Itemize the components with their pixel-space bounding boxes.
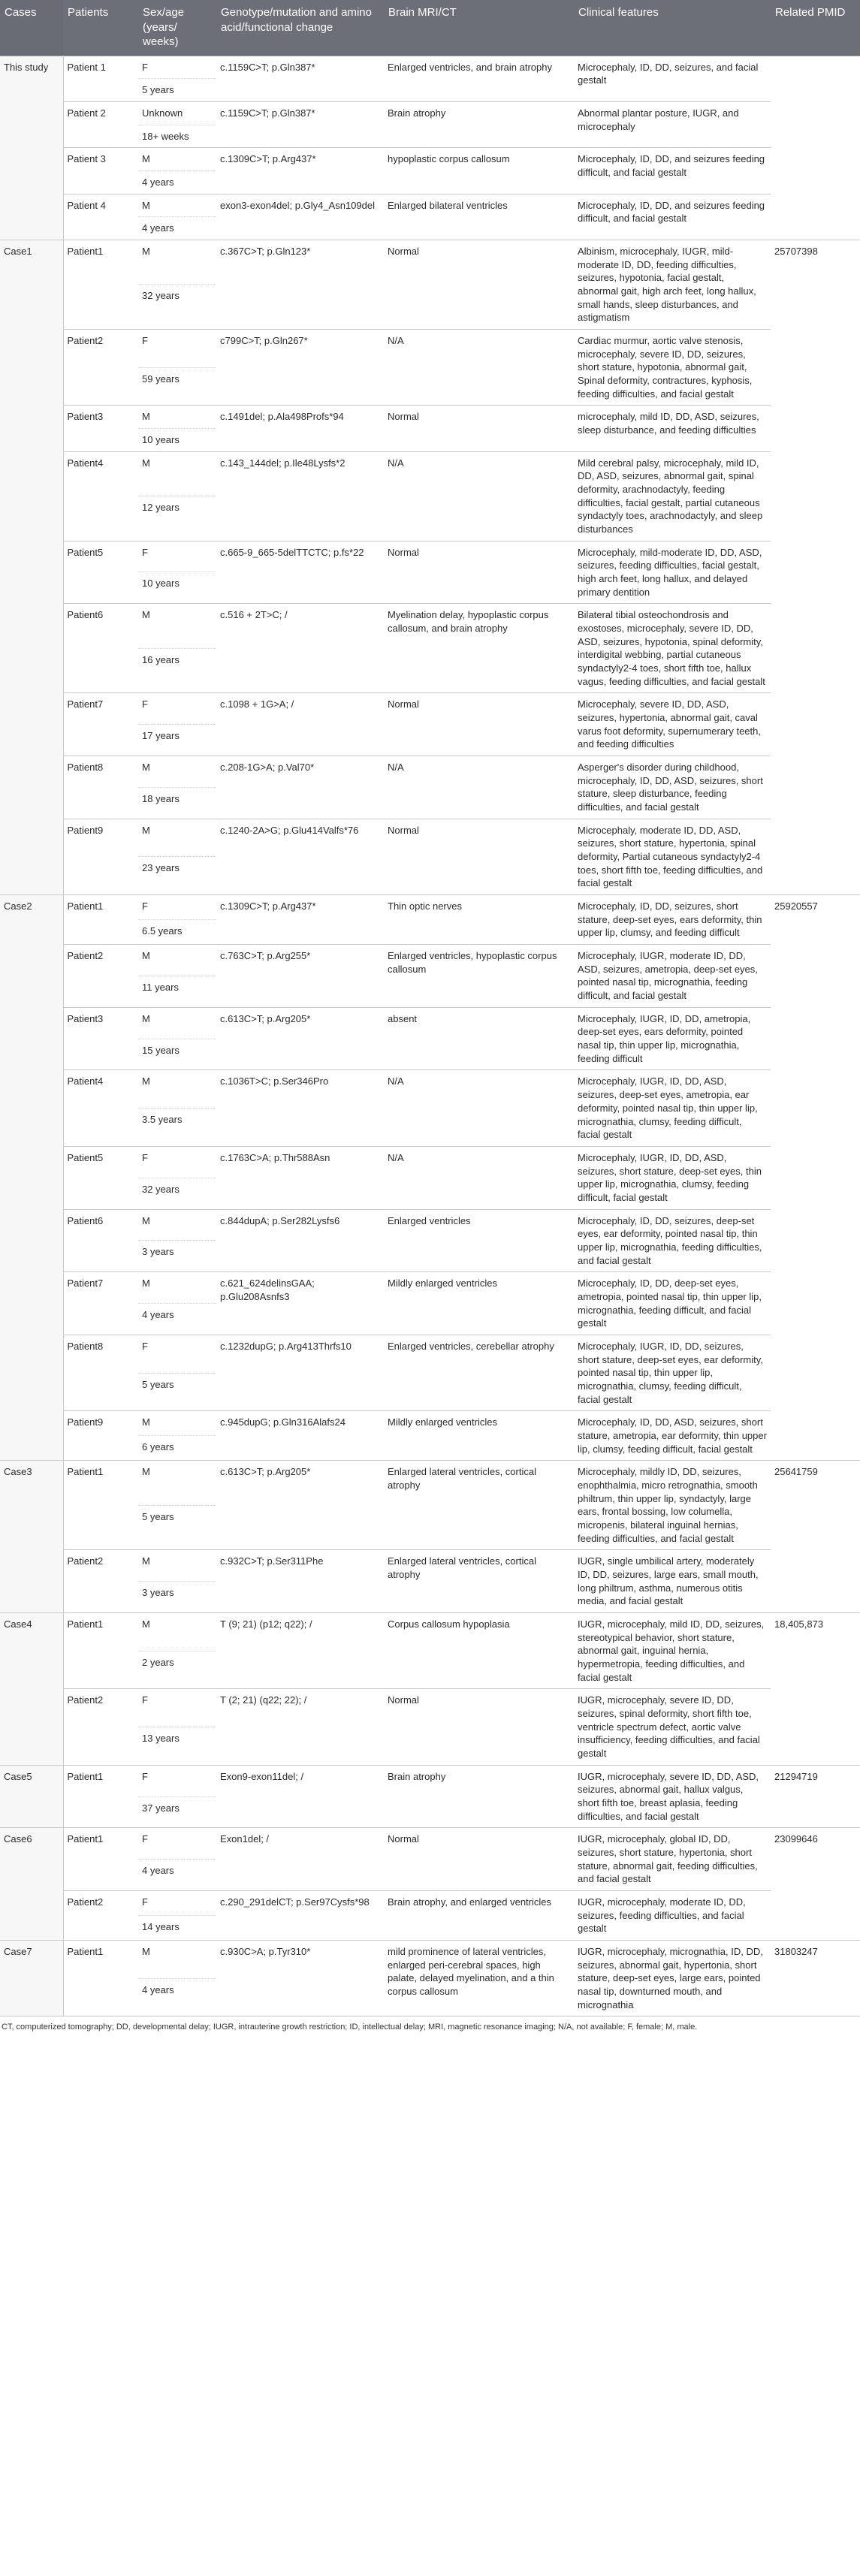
patient-sex: F bbox=[138, 329, 216, 367]
patient-brain-mri: Thin optic nerves bbox=[384, 895, 574, 945]
patient-clinical-features: IUGR, microcephaly, severe ID, DD, seizures, spinal deformity, short fifth toe, ventricle spectrum defect, aortic valve insufficiency, feeding difficulties, and facial gestalt bbox=[574, 1689, 771, 1765]
patient-age: 5 years bbox=[138, 1505, 216, 1550]
patient-name: Patient 2 bbox=[63, 101, 138, 147]
patient-name: Patient2 bbox=[63, 329, 138, 405]
related-pmid bbox=[771, 56, 860, 240]
table-row bbox=[0, 756, 860, 788]
patient-name: Patient8 bbox=[63, 756, 138, 819]
patient-sex: M bbox=[138, 1272, 216, 1304]
patient-age: 4 years bbox=[138, 1304, 216, 1335]
patient-genotype: c.763C>T; p.Arg255* bbox=[216, 945, 384, 1008]
patient-sex: M bbox=[138, 451, 216, 496]
patient-brain-mri: N/A bbox=[384, 756, 574, 819]
patient-age: 32 years bbox=[138, 1178, 216, 1209]
patient-genotype: c.1309C>T; p.Arg437* bbox=[216, 895, 384, 945]
patient-name: Patient4 bbox=[63, 1070, 138, 1146]
patient-age: 4 years bbox=[138, 1978, 216, 2016]
table-row bbox=[0, 895, 860, 920]
patient-name: Patient9 bbox=[63, 819, 138, 894]
case-label: Case3 bbox=[0, 1461, 63, 1613]
patient-name: Patient4 bbox=[63, 451, 138, 541]
header-row bbox=[0, 0, 860, 56]
patient-name: Patient1 bbox=[63, 1765, 138, 1828]
related-pmid: 21294719 bbox=[771, 1765, 860, 1828]
patient-age: 4 years bbox=[138, 217, 216, 240]
patient-clinical-features: Microcephaly, ID, DD, and seizures feeding difficult, and facial gestalt bbox=[574, 194, 771, 240]
related-pmid: 31803247 bbox=[771, 1941, 860, 2016]
table-row bbox=[0, 451, 860, 496]
patient-age: 32 years bbox=[138, 285, 216, 330]
patient-name: Patient9 bbox=[63, 1411, 138, 1461]
patient-brain-mri: Brain atrophy bbox=[384, 1765, 574, 1828]
patient-genotype: c.516 + 2T>C; / bbox=[216, 604, 384, 693]
table-row bbox=[0, 604, 860, 649]
table-row bbox=[0, 1335, 860, 1373]
patient-brain-mri: Enlarged ventricles bbox=[384, 1209, 574, 1272]
table-row bbox=[0, 1007, 860, 1039]
patient-genotype: T (2; 21) (q22; 22); / bbox=[216, 1689, 384, 1765]
table-header bbox=[0, 0, 860, 56]
patient-clinical-features: IUGR, microcephaly, global ID, DD, seizures, short stature, hypertonia, short stature, abnormal gait, feeding difficulties, and facial gestalt bbox=[574, 1828, 771, 1891]
patient-brain-mri: N/A bbox=[384, 329, 574, 405]
patient-clinical-features: Microcephaly, IUGR, ID, DD, ametropia, deep-set eyes, ears deformity, pointed nasal tip, thin upper lip, micrognathia, feeding difficult bbox=[574, 1007, 771, 1070]
patient-age: 5 years bbox=[138, 79, 216, 102]
patient-genotype: c.945dupG; p.Gln316Alafs24 bbox=[216, 1411, 384, 1461]
patient-age: 13 years bbox=[138, 1727, 216, 1766]
patient-clinical-features: Asperger's disorder during childhood, microcephaly, ID, DD, ASD, seizures, short stature, sleep disturbance, feeding difficulties, and facial gestalt bbox=[574, 756, 771, 819]
patient-name: Patient8 bbox=[63, 1335, 138, 1410]
patient-sex: M bbox=[138, 406, 216, 429]
patient-genotype: c.613C>T; p.Arg205* bbox=[216, 1461, 384, 1550]
case-label: Case4 bbox=[0, 1613, 63, 1766]
patient-clinical-features: Microcephaly, IUGR, ID, DD, ASD, seizures, short stature, deep-set eyes, thin upper lip, micrognathia, clumsy, feeding difficult, facial gestalt bbox=[574, 1146, 771, 1209]
patient-brain-mri: Brain atrophy bbox=[384, 101, 574, 147]
patient-age: 5 years bbox=[138, 1373, 216, 1411]
related-pmid: 25920557 bbox=[771, 895, 860, 1461]
case-label: Case7 bbox=[0, 1941, 63, 2016]
patient-sex: M bbox=[138, 819, 216, 857]
patient-clinical-features: IUGR, microcephaly, severe ID, DD, ASD, seizures, abnormal gait, hallux valgus, short fifth toe, breast aplasia, feeding difficulties, and facial gestalt bbox=[574, 1765, 771, 1828]
patient-sex: M bbox=[138, 1461, 216, 1506]
patient-name: Patient 3 bbox=[63, 148, 138, 194]
table-row bbox=[0, 1689, 860, 1727]
table-row bbox=[0, 329, 860, 367]
patient-sex: M bbox=[138, 240, 216, 285]
patient-sex: F bbox=[138, 1828, 216, 1860]
patient-sex: M bbox=[138, 1209, 216, 1241]
patient-name: Patient7 bbox=[63, 1272, 138, 1335]
patient-brain-mri: Normal bbox=[384, 693, 574, 756]
patient-age: 4 years bbox=[138, 1860, 216, 1891]
patient-clinical-features: Mild cerebral palsy, microcephaly, mild ID, DD, ASD, seizures, abnormal gait, spinal deformity, arachnodactyly, feeding difficulties, facial gestalt, partial cutaneous syndactyly toes, arachnodactyly, and sleep disturbances bbox=[574, 451, 771, 541]
patient-brain-mri: Normal bbox=[384, 406, 574, 451]
patient-genotype: c.1159C>T; p.Gln387* bbox=[216, 56, 384, 101]
patient-genotype: c.1232dupG; p.Arg413Thrfs10 bbox=[216, 1335, 384, 1410]
table-row bbox=[0, 1550, 860, 1582]
patient-clinical-features: Abnormal plantar posture, IUGR, and microcephaly bbox=[574, 101, 771, 147]
patient-genotype: c.1309C>T; p.Arg437* bbox=[216, 148, 384, 194]
patient-age: 16 years bbox=[138, 648, 216, 693]
patient-brain-mri: Mildly enlarged ventricles bbox=[384, 1411, 574, 1461]
patient-genotype: c.613C>T; p.Arg205* bbox=[216, 1007, 384, 1070]
patient-genotype: c.621_624delinsGAA; p.Glu208Asnfs3 bbox=[216, 1272, 384, 1335]
patient-name: Patient6 bbox=[63, 1209, 138, 1272]
patient-clinical-features: Microcephaly, IUGR, ID, DD, ASD, seizures, deep-set eyes, ametropia, ear deformity, pointed nasal tip, thin upper lip, micrognathia, clumsy, feeding difficult, facial gestalt bbox=[574, 1070, 771, 1146]
patient-sex: M bbox=[138, 1007, 216, 1039]
patient-name: Patient2 bbox=[63, 1550, 138, 1613]
table-row bbox=[0, 819, 860, 857]
patient-genotype: c.208-1G>A; p.Val70* bbox=[216, 756, 384, 819]
patient-genotype: c.290_291delCT; p.Ser97Cysfs*98 bbox=[216, 1891, 384, 1941]
patient-brain-mri: N/A bbox=[384, 1146, 574, 1209]
patient-clinical-features: Microcephaly, ID, DD, seizures, deep-set eyes, ear deformity, pointed nasal tip, thin upper lip, micrognathia, feeding difficulties, and facial gestalt bbox=[574, 1209, 771, 1272]
header-brain-mri: Brain MRI/CT bbox=[384, 0, 574, 56]
case-label: Case1 bbox=[0, 240, 63, 894]
table-row bbox=[0, 693, 860, 725]
patient-age: 37 years bbox=[138, 1796, 216, 1828]
patient-clinical-features: Microcephaly, ID, DD, deep-set eyes, ametropia, pointed nasal tip, thin upper lip, micrognathia, feeding difficult, and facial gestalt bbox=[574, 1272, 771, 1335]
patient-genotype: c.1159C>T; p.Gln387* bbox=[216, 101, 384, 147]
patient-genotype: T (9; 21) (p12; q22); / bbox=[216, 1613, 384, 1689]
table-row bbox=[0, 1941, 860, 1979]
patient-sex: M bbox=[138, 756, 216, 788]
patient-age: 3 years bbox=[138, 1582, 216, 1613]
patient-genotype: c.1491del; p.Ala498Profs*94 bbox=[216, 406, 384, 451]
patient-clinical-features: Cardiac murmur, aortic valve stenosis, microcephaly, severe ID, DD, seizures, short stature, hypotonia, abnormal gait, Spinal deformity, contractures, kyphosis, feeding difficulties, and facial gestalt bbox=[574, 329, 771, 405]
header-related-pmid: Related PMID bbox=[771, 0, 860, 56]
patient-name: Patient2 bbox=[63, 945, 138, 1008]
patient-sex: F bbox=[138, 1689, 216, 1727]
patient-brain-mri: Enlarged ventricles, and brain atrophy bbox=[384, 56, 574, 101]
patient-genotype: c.1036T>C; p.Ser346Pro bbox=[216, 1070, 384, 1146]
patient-clinical-features: Microcephaly, mild-moderate ID, DD, ASD, seizures, feeding difficulties, facial gestalt, high arch feet, long hallux, and delayed primary dentition bbox=[574, 541, 771, 604]
patient-brain-mri: mild prominence of lateral ventricles, enlarged peri-cerebral spaces, high palate, delayed myelination, and a thin corpus callosum bbox=[384, 1941, 574, 2016]
related-pmid: 18,405,873 bbox=[771, 1613, 860, 1766]
patient-sex: M bbox=[138, 1070, 216, 1109]
patient-sex: F bbox=[138, 895, 216, 920]
patient-genotype: c.1240-2A>G; p.Glu414Valfs*76 bbox=[216, 819, 384, 894]
patient-sex: M bbox=[138, 604, 216, 649]
patient-genotype: c.932C>T; p.Ser311Phe bbox=[216, 1550, 384, 1613]
patient-genotype: Exon9-exon11del; / bbox=[216, 1765, 384, 1828]
patient-sex: M bbox=[138, 1550, 216, 1582]
patient-sex: F bbox=[138, 1891, 216, 1916]
patient-name: Patient1 bbox=[63, 240, 138, 329]
patient-age: 15 years bbox=[138, 1039, 216, 1070]
table-row bbox=[0, 56, 860, 79]
patient-name: Patient1 bbox=[63, 1461, 138, 1550]
patient-genotype: exon3-exon4del; p.Gly4_Asn109del bbox=[216, 194, 384, 240]
patient-name: Patient1 bbox=[63, 895, 138, 945]
patient-name: Patient5 bbox=[63, 1146, 138, 1209]
related-pmid: 23099646 bbox=[771, 1828, 860, 1941]
patient-clinical-features: microcephaly, mild ID, DD, ASD, seizures, sleep disturbance, and feeding difficulties bbox=[574, 406, 771, 451]
patient-genotype: c.665-9_665-5delTTCTC; p.fs*22 bbox=[216, 541, 384, 604]
patient-brain-mri: Normal bbox=[384, 1828, 574, 1891]
patient-brain-mri: Normal bbox=[384, 819, 574, 894]
header-patients: Patients bbox=[63, 0, 138, 56]
patient-brain-mri: Enlarged bilateral ventricles bbox=[384, 194, 574, 240]
patient-name: Patient3 bbox=[63, 406, 138, 451]
patient-brain-mri: Corpus callosum hypoplasia bbox=[384, 1613, 574, 1689]
header-sex-age: Sex/age (years/ weeks) bbox=[138, 0, 216, 56]
patient-genotype: c.143_144del; p.Ile48Lysfs*2 bbox=[216, 451, 384, 541]
table-row bbox=[0, 541, 860, 572]
patient-age: 4 years bbox=[138, 170, 216, 194]
header-clinical-features: Clinical features bbox=[574, 0, 771, 56]
patient-sex: M bbox=[138, 945, 216, 976]
table-row bbox=[0, 1272, 860, 1304]
patient-clinical-features: IUGR, microcephaly, mild ID, DD, seizures, stereotypical behavior, short stature, abnormal gait, inguinal hernia, hypermetropia, feeding difficulties, and facial gestalt bbox=[574, 1613, 771, 1689]
patient-clinical-features: Bilateral tibial osteochondrosis and exostoses, microcephaly, severe ID, DD, ASD, seizures, hypotonia, spinal deformity, interdigital webbing, partial cutaneous syndactyly2-4 toes, short fifth toe, hallux vagus, feeding difficulties, and facial gestalt bbox=[574, 604, 771, 693]
patient-clinical-features: IUGR, microcephaly, micrognathia, ID, DD, seizures, abnormal gait, hypertonia, short stature, deep-set eyes, large ears, pointed nasal tip, downturned mouth, and micrognathia bbox=[574, 1941, 771, 2016]
patient-age: 11 years bbox=[138, 976, 216, 1007]
patient-age: 17 years bbox=[138, 725, 216, 756]
patient-genotype: c.1098 + 1G>A; / bbox=[216, 693, 384, 756]
patient-age: 10 years bbox=[138, 428, 216, 451]
patient-brain-mri: N/A bbox=[384, 451, 574, 541]
patient-sex: F bbox=[138, 1765, 216, 1796]
patient-sex: F bbox=[138, 693, 216, 725]
patient-genotype: c.367C>T; p.Gln123* bbox=[216, 240, 384, 329]
patient-age: 18+ weeks bbox=[138, 125, 216, 148]
patient-name: Patient 4 bbox=[63, 194, 138, 240]
patient-name: Patient6 bbox=[63, 604, 138, 693]
patient-brain-mri: Enlarged lateral ventricles, cortical atrophy bbox=[384, 1461, 574, 1550]
patient-name: Patient1 bbox=[63, 1828, 138, 1891]
patient-genotype: Exon1del; / bbox=[216, 1828, 384, 1891]
patient-sex: M bbox=[138, 148, 216, 171]
patient-clinical-features: Albinism, microcephaly, IUGR, mild-moderate ID, DD, feeding difficulties, seizures, hypotonia, facial gestalt, abnormal gait, high arch feet, long hallux, small hands, sleep disturbances, and astigmatism bbox=[574, 240, 771, 329]
patient-clinical-features: Microcephaly, mildly ID, DD, seizures, enophthalmia, micro retrognathia, smooth philtrum, thin upper lip, syndactyly, large ears, frontal bossing, low columella, micropenis, bilateral inguinal hernias, feeding difficulties, and facial gestalt bbox=[574, 1461, 771, 1550]
table-row bbox=[0, 194, 860, 217]
case-label: This study bbox=[0, 56, 63, 240]
table-row bbox=[0, 1891, 860, 1916]
table-row bbox=[0, 1146, 860, 1178]
patient-brain-mri: Myelination delay, hypoplastic corpus callosum, and brain atrophy bbox=[384, 604, 574, 693]
patient-name: Patient3 bbox=[63, 1007, 138, 1070]
patient-sex: M bbox=[138, 1613, 216, 1651]
patient-name: Patient1 bbox=[63, 1613, 138, 1689]
table-row bbox=[0, 240, 860, 285]
patient-clinical-features: Microcephaly, severe ID, DD, ASD, seizures, hypertonia, abnormal gait, caval varus foot deformity, supernumerary teeth, and feeding difficulties bbox=[574, 693, 771, 756]
table-row bbox=[0, 1613, 860, 1651]
table-row bbox=[0, 1209, 860, 1241]
patient-clinical-features: Microcephaly, IUGR, ID, DD, seizures, short stature, deep-set eyes, ear deformity, pointed nasal tip, thin upper lip, micrognathia, clumsy, feeding difficult, facial gestalt bbox=[574, 1335, 771, 1410]
patient-brain-mri: Enlarged lateral ventricles, cortical atrophy bbox=[384, 1550, 574, 1613]
patient-brain-mri: Normal bbox=[384, 541, 574, 604]
table-row bbox=[0, 101, 860, 125]
table-row bbox=[0, 1411, 860, 1436]
patient-clinical-features: Microcephaly, ID, DD, seizures, short stature, deep-set eyes, ears deformity, thin upper lip, clumsy, and feeding difficult bbox=[574, 895, 771, 945]
patient-sex: F bbox=[138, 541, 216, 572]
patient-brain-mri: Mildly enlarged ventricles bbox=[384, 1272, 574, 1335]
patient-genotype: c.844dupA; p.Ser282Lysfs6 bbox=[216, 1209, 384, 1272]
patient-name: Patient2 bbox=[63, 1689, 138, 1765]
related-pmid: 25641759 bbox=[771, 1461, 860, 1613]
patient-sex: M bbox=[138, 194, 216, 217]
patient-brain-mri: Enlarged ventricles, hypoplastic corpus callosum bbox=[384, 945, 574, 1008]
patient-age: 18 years bbox=[138, 787, 216, 819]
patient-name: Patient1 bbox=[63, 1941, 138, 2016]
patient-sex: F bbox=[138, 1335, 216, 1373]
patient-clinical-features: Microcephaly, ID, DD, and seizures feeding difficult, and facial gestalt bbox=[574, 148, 771, 194]
patient-brain-mri: Normal bbox=[384, 240, 574, 329]
patient-age: 2 years bbox=[138, 1651, 216, 1689]
table-row bbox=[0, 945, 860, 976]
patient-brain-mri: N/A bbox=[384, 1070, 574, 1146]
header-cases: Cases bbox=[0, 0, 63, 56]
table-row bbox=[0, 1765, 860, 1796]
patient-genotype: c.930C>A; p.Tyr310* bbox=[216, 1941, 384, 2016]
patient-age: 3 years bbox=[138, 1241, 216, 1272]
patient-age: 12 years bbox=[138, 496, 216, 541]
patient-sex: Unknown bbox=[138, 101, 216, 125]
patient-age: 23 years bbox=[138, 857, 216, 895]
patient-clinical-features: Microcephaly, ID, DD, seizures, and facial gestalt bbox=[574, 56, 771, 101]
patient-brain-mri: absent bbox=[384, 1007, 574, 1070]
patient-sex: M bbox=[138, 1411, 216, 1436]
patient-genotype: c.1763C>A; p.Thr588Asn bbox=[216, 1146, 384, 1209]
patient-clinical-features: Microcephaly, IUGR, moderate ID, DD, ASD, seizures, ametropia, deep-set eyes, pointed nasal tip, micrognathia, feeding difficult, and facial gestalt bbox=[574, 945, 771, 1008]
patient-name: Patient 1 bbox=[63, 56, 138, 101]
table-footnote: CT, computerized tomography; DD, developmental delay; IUGR, intrauterine growth restriction; ID, intellectual delay; MRI, magnetic resonance imaging; N/A, not available; F, female; M, male. bbox=[2, 2022, 698, 2032]
patient-clinical-features: Microcephaly, moderate ID, DD, ASD, seizures, short stature, hypertonia, spinal deformity, Partial cutaneous syndactyly2-4 toes, short fifth toe, feeding difficulties, and facial gestalt bbox=[574, 819, 771, 894]
patient-brain-mri: Normal bbox=[384, 1689, 574, 1765]
patient-brain-mri: hypoplastic corpus callosum bbox=[384, 148, 574, 194]
table-row bbox=[0, 1828, 860, 1860]
patient-clinical-features: IUGR, single umbilical artery, moderately ID, DD, seizures, large ears, small mouth, long philtrum, asthma, numerous otitis media, and facial gestalt bbox=[574, 1550, 771, 1613]
table-row bbox=[0, 148, 860, 171]
patient-sex: F bbox=[138, 56, 216, 79]
case-label: Case5 bbox=[0, 1765, 63, 1828]
table-row bbox=[0, 1461, 860, 1506]
table-body bbox=[0, 56, 860, 2016]
patient-age: 59 years bbox=[138, 367, 216, 406]
patient-genotype: c799C>T; p.Gln267* bbox=[216, 329, 384, 405]
patient-name: Patient7 bbox=[63, 693, 138, 756]
case-label: Case2 bbox=[0, 895, 63, 1461]
patient-age: 3.5 years bbox=[138, 1109, 216, 1147]
patient-clinical-features: IUGR, microcephaly, moderate ID, DD, seizures, feeding difficulties, and facial gestalt bbox=[574, 1891, 771, 1941]
patient-age: 6.5 years bbox=[138, 920, 216, 945]
patient-age: 10 years bbox=[138, 572, 216, 604]
patient-age: 14 years bbox=[138, 1916, 216, 1941]
patient-brain-mri: Brain atrophy, and enlarged ventricles bbox=[384, 1891, 574, 1941]
patient-name: Patient2 bbox=[63, 1891, 138, 1941]
header-genotype: Genotype/mutation and amino acid/functional change bbox=[216, 0, 384, 56]
table-row bbox=[0, 1070, 860, 1109]
patient-name: Patient5 bbox=[63, 541, 138, 604]
patient-age: 6 years bbox=[138, 1436, 216, 1461]
patient-brain-mri: Enlarged ventricles, cerebellar atrophy bbox=[384, 1335, 574, 1410]
patient-sex: F bbox=[138, 1146, 216, 1178]
case-label: Case6 bbox=[0, 1828, 63, 1941]
table-row bbox=[0, 406, 860, 429]
related-pmid: 25707398 bbox=[771, 240, 860, 894]
patient-sex: M bbox=[138, 1941, 216, 1979]
patient-clinical-features: Microcephaly, ID, DD, ASD, seizures, short stature, ametropia, ear deformity, thin upper lip, clumsy, feeding difficult, facial gestalt bbox=[574, 1411, 771, 1461]
